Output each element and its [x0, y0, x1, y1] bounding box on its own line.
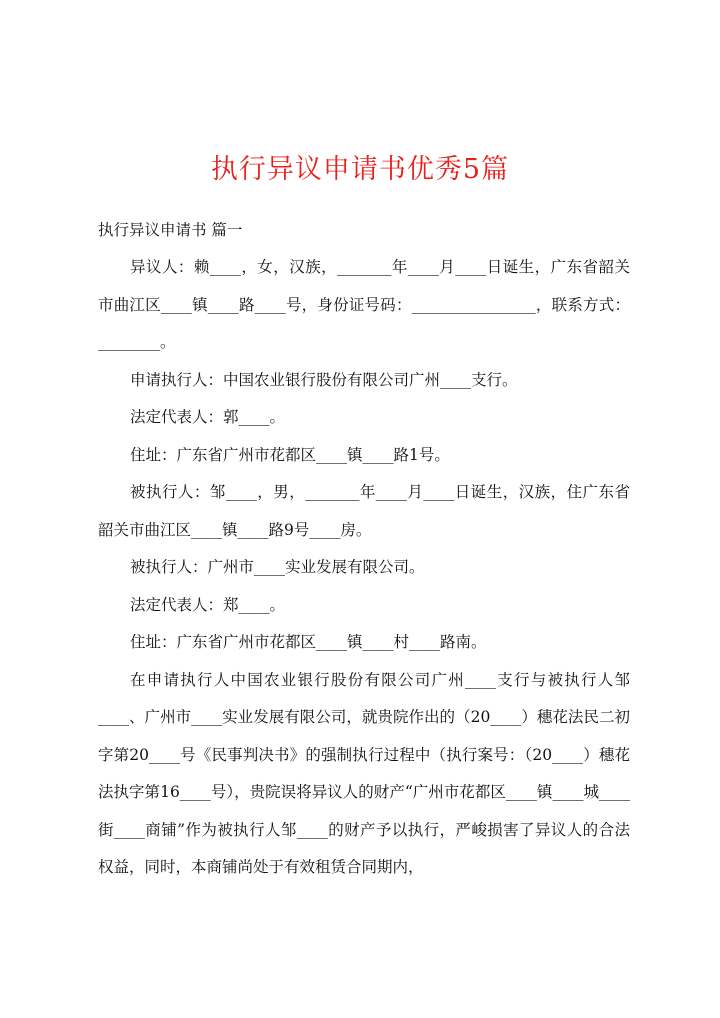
paragraph-respondent-1: 被执行人：邹____，男，_______年____月____日诞生，汉族，住广东省韶关市曲江区____镇____路9号____房。 [98, 483, 630, 539]
document-title: 执行异议申请书优秀5篇 [210, 154, 510, 185]
document-body [98, 212, 630, 887]
paragraph-applicant: 申请执行人：中国农业银行股份有限公司广州____支行。 [130, 370, 518, 389]
paragraph-legal-representative-1: 法定代表人：郭____。 [130, 408, 286, 426]
paragraph-address-2: 住址：广东省广州市花都区____镇____村____路南。 [130, 633, 487, 651]
paragraph-legal-representative-2: 法定代表人：郑____。 [130, 595, 286, 614]
paragraph-address-1: 住址：广东省广州市花都区____镇____路1号。 [130, 445, 450, 464]
section-heading: 执行异议申请书 篇一 [98, 221, 243, 239]
paragraph-statement: 在申请执行人中国农业银行股份有限公司广州____支行与被执行人邹____、广州市____实业发展有限公司，就贵院作出的（20____）穗花法民二初字第20____号《民事判决书》的强制执行过程中（执行案号：（20____）穗花法执字第16____号），贵院误将异议人的财产“广州市花都区____镇____城____街____商铺”作为被执行人邹____的财产予以执行，严峻损害了异议人的合法权益，同时，本商铺尚处于有效租赁合同期内， [98, 670, 630, 876]
paragraph-objector: 异议人：赖____，女，汉族，_______年____月____日诞生，广东省韶关市曲江区____镇____路____号，身份证号码：________________，联系方式：________。 [98, 258, 630, 351]
paragraph-respondent-2: 被执行人：广州市____实业发展有限公司。 [130, 558, 425, 576]
